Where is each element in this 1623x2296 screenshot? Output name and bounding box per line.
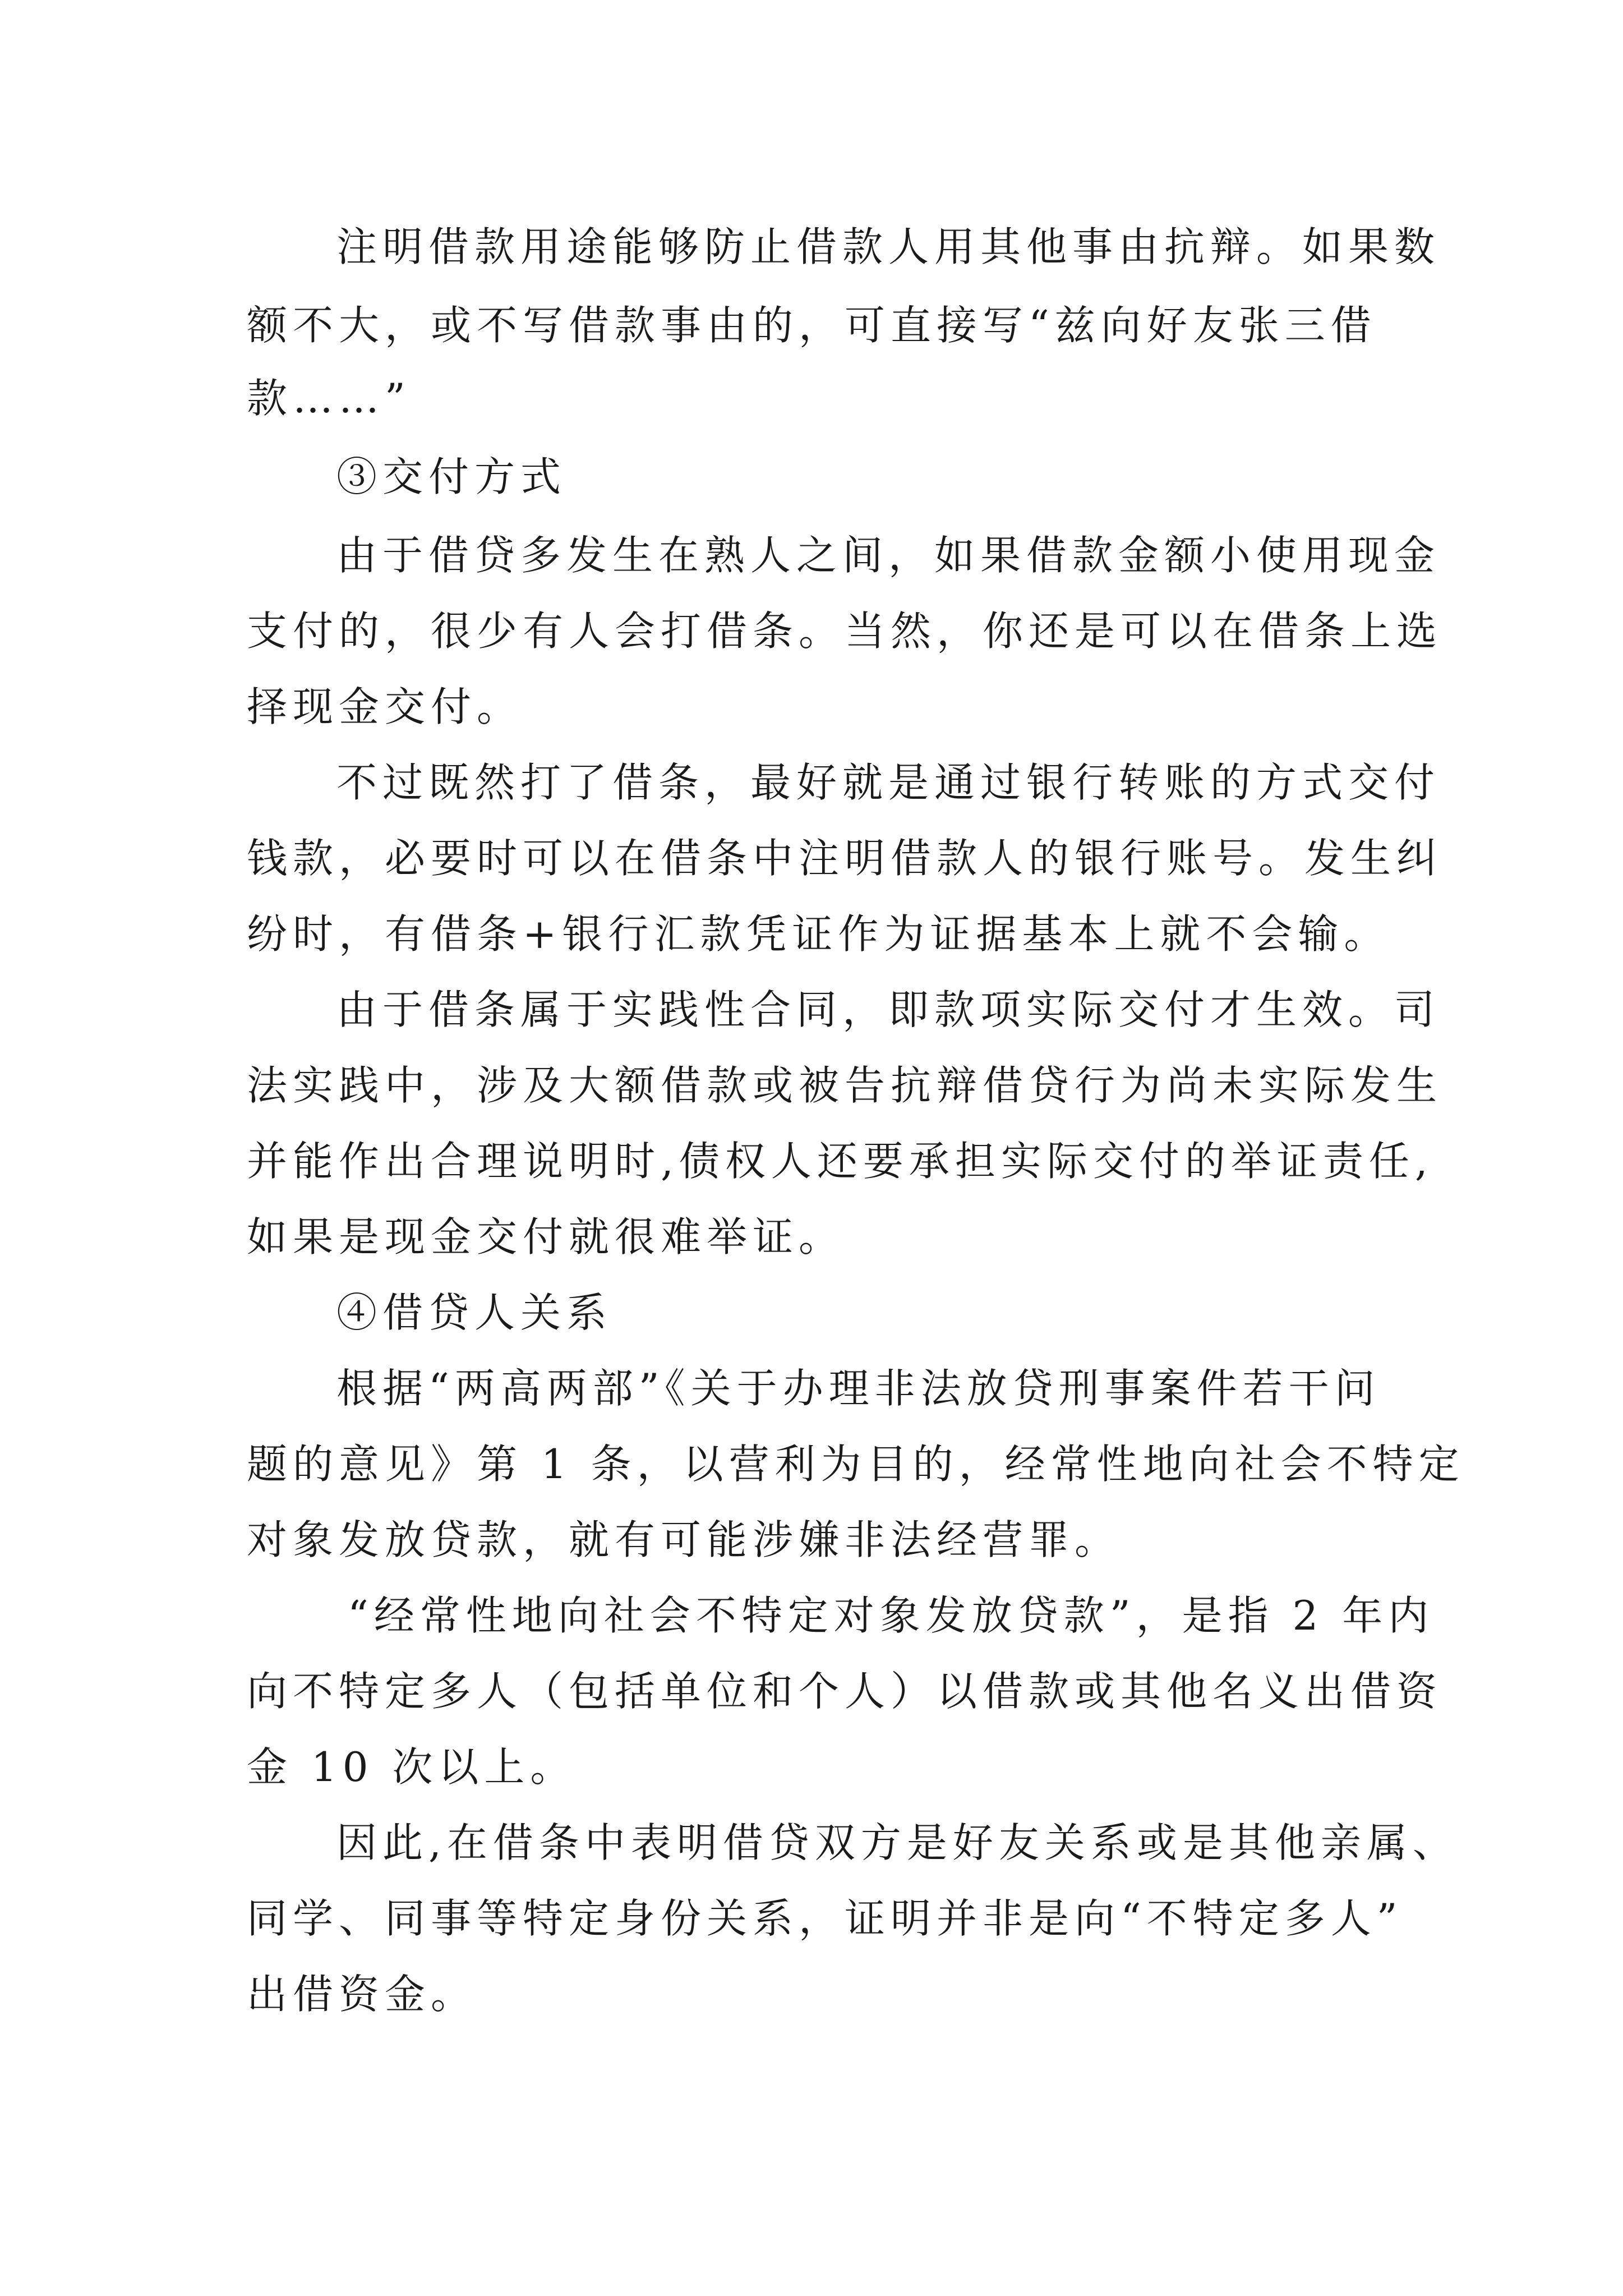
text-line: 款……” [247, 375, 411, 422]
text-line: 额不大，或不写借款事由的，可直接写“兹向好友张三借 [247, 302, 1377, 349]
text-line: 根据“两高两部”《关于办理非法放贷刑事案件若干问 [336, 1365, 1381, 1412]
section-heading: ④借贷人关系 [336, 1289, 613, 1336]
text-line: 由于借条属于实践性合同，即款项实际交付才生效。司 [336, 986, 1441, 1033]
text-line: 并能作出合理说明时,债权人还要承担实际交付的举证责任, [247, 1138, 1433, 1185]
text-line: 支付的，很少有人会打借条。当然，你还是可以在借条上选 [247, 608, 1443, 655]
text-line: 同学、同事等特定身份关系，证明并非是向“不特定多人” [247, 1895, 1403, 1942]
text-line: “经常性地向社会不特定对象发放贷款”，是指 2 年内 [348, 1592, 1435, 1639]
text-line: 题的意见》第 1 条，以营利为目的，经常性地向社会不特定 [247, 1441, 1465, 1488]
text-line: 出借资金。 [247, 1971, 477, 2018]
text-line: 不过既然打了借条，最好就是通过银行转账的方式交付 [336, 759, 1441, 806]
text-line: 纷时，有借条+银行汇款凭证作为证据基本上就不会输。 [247, 910, 1390, 958]
text-line: 法实践中，涉及大额借款或被告抗辩借贷行为尚未实际发生 [247, 1062, 1443, 1109]
text-line: 如果是现金交付就很难举证。 [247, 1213, 845, 1260]
section-heading: ③交付方式 [336, 453, 567, 500]
text-line: 择现金交付。 [247, 683, 523, 730]
text-line: 因此,在借条中表明借贷双方是好友关系或是其他亲属、 [336, 1819, 1459, 1866]
text-line: 对象发放贷款，就有可能涉嫌非法经营罪。 [247, 1516, 1121, 1563]
text-line: 由于借贷多发生在熟人之间，如果借款金额小使用现金 [336, 532, 1441, 579]
text-line: 钱款，必要时可以在借条中注明借款人的银行账号。发生纠 [247, 835, 1443, 882]
text-line: 注明借款用途能够防止借款人用其他事由抗辩。如果数 [336, 223, 1441, 270]
text-line: 金 10 次以上。 [247, 1743, 577, 1791]
text-line: 向不特定多人（包括单位和个人）以借款或其他名义出借资 [247, 1668, 1443, 1715]
